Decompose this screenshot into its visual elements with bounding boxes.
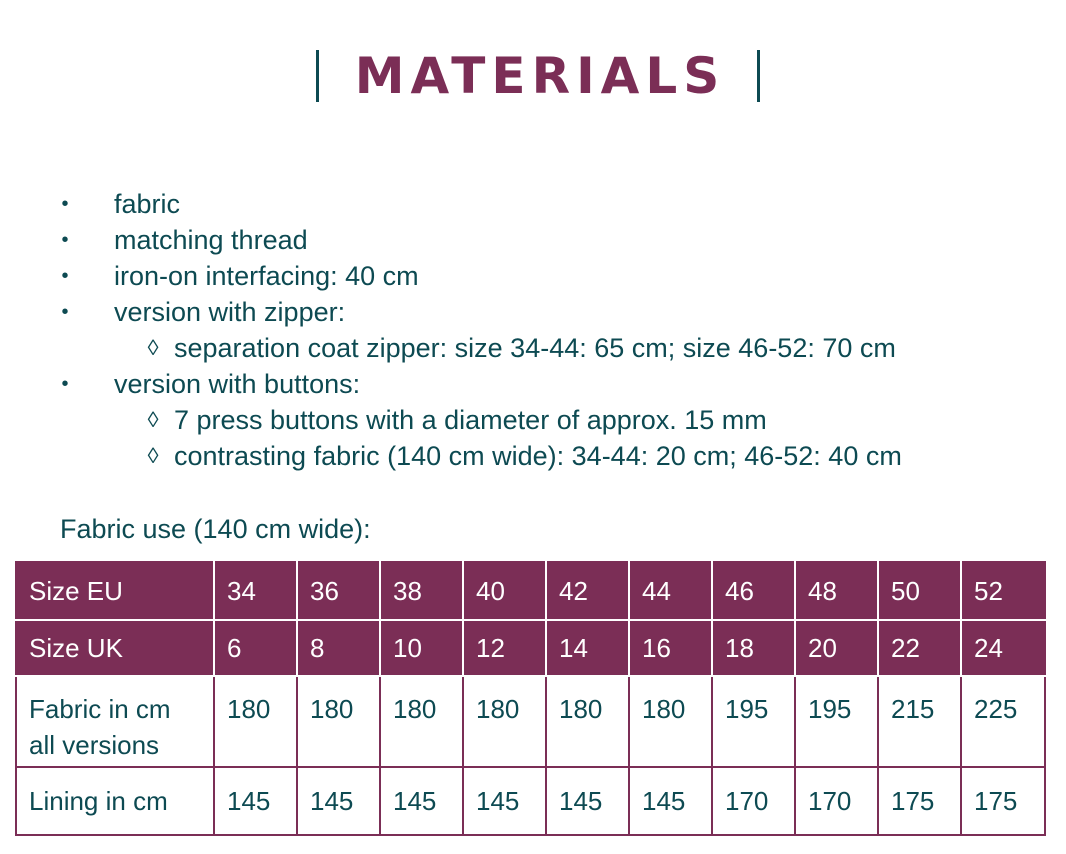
- list-item-text: separation coat zipper: size 34-44: 65 cm; size 46-52: 70 cm: [174, 333, 896, 363]
- table-cell: 34: [214, 562, 297, 620]
- table-cell: 44: [629, 562, 712, 620]
- table-cell: 12: [463, 620, 546, 676]
- table-cell: 170: [795, 767, 878, 835]
- table-cell: 215: [878, 676, 961, 767]
- table-cell: 145: [297, 767, 380, 835]
- fabric-use-heading: Fabric use (140 cm wide):: [60, 514, 371, 544]
- table-cell: 145: [380, 767, 463, 835]
- bullet-icon: •: [61, 373, 69, 395]
- table-cell: 145: [214, 767, 297, 835]
- table-cell: 24: [961, 620, 1045, 676]
- row-label-line: Size UK: [29, 632, 123, 663]
- fabric-use-table: [15, 561, 1046, 836]
- title-left-divider: [316, 50, 319, 102]
- diamond-bullet-icon: ◊: [147, 335, 159, 360]
- table-cell: 6: [214, 620, 297, 676]
- table-cell: 46: [712, 562, 795, 620]
- table-cell: 14: [546, 620, 629, 676]
- list-item-text: matching thread: [114, 225, 308, 255]
- table-cell: 145: [463, 767, 546, 835]
- list-item-text: version with zipper:: [114, 297, 346, 327]
- table-cell: 170: [712, 767, 795, 835]
- row-label: [16, 676, 214, 767]
- table-cell: 20: [795, 620, 878, 676]
- table-cell: 36: [297, 562, 380, 620]
- table-cell: 180: [629, 676, 712, 767]
- table-cell: 8: [297, 620, 380, 676]
- table-cell: 175: [878, 767, 961, 835]
- table-cell: 195: [712, 676, 795, 767]
- row-label-line: Lining in cm: [29, 785, 168, 816]
- page-title: MATERIALS: [354, 47, 726, 105]
- table-cell: 22: [878, 620, 961, 676]
- size-eu-row: [16, 562, 1045, 620]
- list-item-text: fabric: [114, 189, 181, 219]
- table-cell: 180: [214, 676, 297, 767]
- fabric-row: [16, 676, 1045, 767]
- row-label: [16, 767, 214, 835]
- diamond-bullet-icon: ◊: [147, 443, 159, 468]
- bullet-icon: •: [61, 301, 69, 323]
- list-item-text: contrasting fabric (140 cm wide): 34-44: 20 cm; 46-52: 40 cm: [174, 441, 902, 471]
- list-item-text: iron-on interfacing: 40 cm: [114, 261, 419, 291]
- row-label: [16, 562, 214, 620]
- table-cell: 180: [463, 676, 546, 767]
- table-cell: 50: [878, 562, 961, 620]
- table-cell: 52: [961, 562, 1045, 620]
- title-right-divider: [757, 50, 760, 102]
- table-cell: 48: [795, 562, 878, 620]
- table-cell: 42: [546, 562, 629, 620]
- bullet-icon: •: [61, 193, 69, 215]
- list-item-text: 7 press buttons with a diameter of approx. 15 mm: [174, 405, 767, 435]
- row-label-line: Size EU: [29, 575, 123, 606]
- table-cell: 40: [463, 562, 546, 620]
- table-cell: 180: [380, 676, 463, 767]
- table-cell: 180: [297, 676, 380, 767]
- table-cell: 180: [546, 676, 629, 767]
- table-cell: 195: [795, 676, 878, 767]
- lining-row: [16, 767, 1045, 835]
- row-label-line: all versions: [29, 730, 160, 760]
- table-cell: 145: [546, 767, 629, 835]
- size-uk-row: [16, 620, 1045, 676]
- bullet-icon: •: [61, 229, 69, 251]
- row-label-line: Fabric in cm: [29, 694, 171, 724]
- page-header: [0, 48, 1066, 104]
- table-cell: 225: [961, 676, 1045, 767]
- table-cell: 38: [380, 562, 463, 620]
- bullet-icon: •: [61, 265, 69, 287]
- table-cell: 16: [629, 620, 712, 676]
- table-cell: 175: [961, 767, 1045, 835]
- diamond-bullet-icon: ◊: [147, 407, 159, 432]
- list-item-text: version with buttons:: [114, 369, 361, 399]
- table-cell: 10: [380, 620, 463, 676]
- row-label: [16, 620, 214, 676]
- table-cell: 145: [629, 767, 712, 835]
- table-cell: 18: [712, 620, 795, 676]
